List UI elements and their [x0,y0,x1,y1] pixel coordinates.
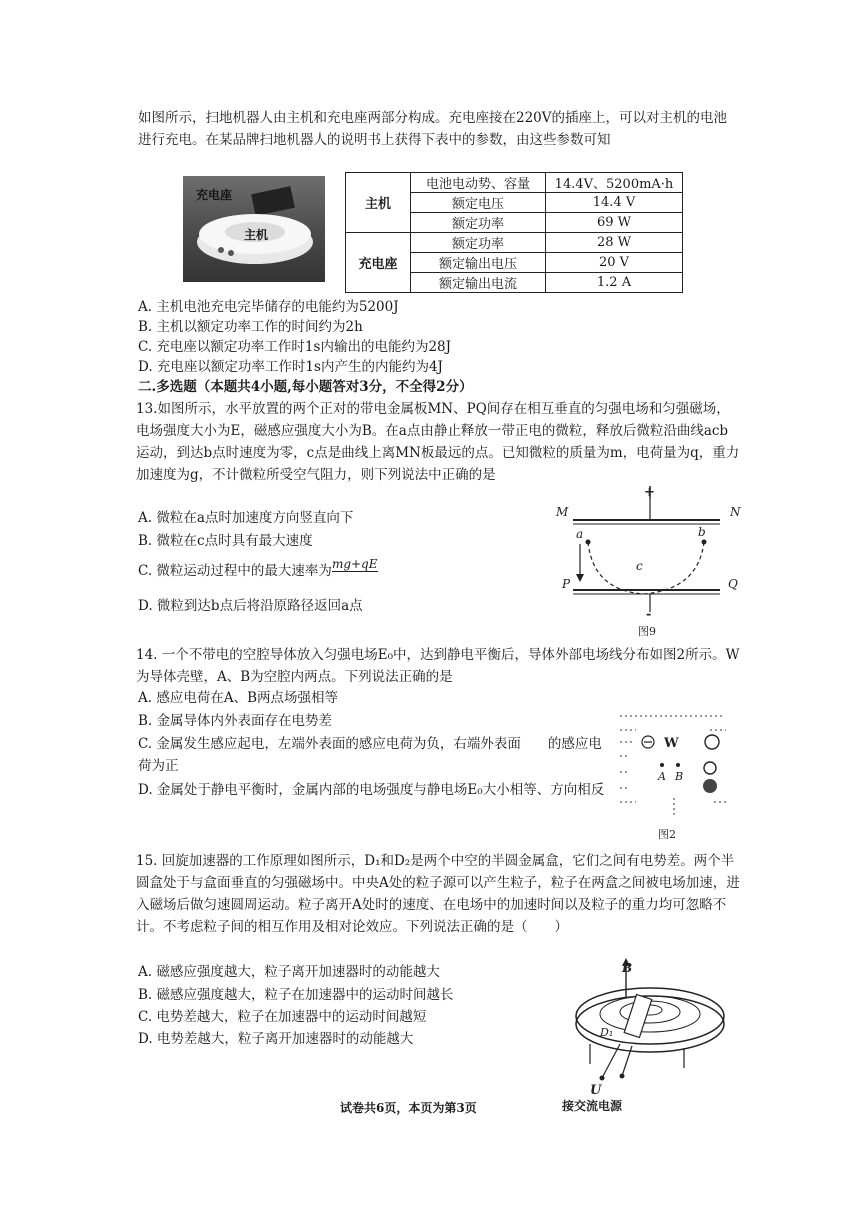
spec-value: 14.4V、5200mA·h [546,173,683,193]
spec-name: 额定电压 [411,193,546,213]
label-U: U [590,1083,602,1098]
q13-figure [548,482,748,640]
fig9-caption: 图9 [638,625,656,638]
main-unit-label: 主机 [244,228,269,242]
q15-stem: 15. 回旋加速器的工作原理如图所示，D₁和D₂是两个中空的半圆金属盒，它们之间有电势差。两个半圆盒处于与盒面垂直的匀强磁场中。中央A处的粒子源可以产生粒子，粒子在两盒之间被电场加速，进入磁场后做匀速圆周运动。粒子离开A处时的速度、在电场中的加速时间以及粒子的重力均可忽略不计。不考虑粒子间的相互作用及相对论效应。下列说法正确的是（ ） [136,853,740,935]
fraction [332,558,378,585]
q13-option-b: B. 微粒在c点时具有最大速度 [138,533,313,549]
label-minus: - [646,607,652,622]
q12-stem: 如图所示，扫地机器人由主机和充电座两部分构成。充电座接在220V的插座上，可以对主机的电池进行充电。在某品牌扫地机器人的说明书上获得下表中的参数，由这些参数可知 [138,110,728,148]
spec-value: 1.2 A [546,273,683,293]
q13-option-d: D. 微粒到达b点后将沿原路径返回a点 [138,598,363,614]
q12-option-a: A. 主机电池充电完毕储存的电能约为5200J [138,299,399,315]
q14-option-b: B. 金属导体内外表面存在电势差 [138,713,333,729]
q15-option-d: D. 电势差越大，粒子离开加速器时的动能越大 [138,1031,414,1047]
label-D1: D₁ [600,1026,614,1039]
spec-name: 额定功率 [411,233,546,253]
q15-figure [560,958,730,1116]
q14-option-d: D. 金属处于静电平衡时，金属内部的电场强度与静电场E₀大小相等、方向相反 [138,782,605,798]
spec-value: 28 W [546,233,683,253]
label-a: a [576,527,584,541]
fig2-caption: 图2 [658,828,676,841]
label-Q: Q [728,577,738,591]
spec-name: 额定输出电压 [411,253,546,273]
label-M: M [556,505,569,519]
label-B-field: B [622,961,633,975]
q15-option-a: A. 磁感应强度越大，粒子离开加速器时的动能越大 [138,964,440,980]
q15-option-b: B. 磁感应强度越大，粒子在加速器中的运动时间越长 [138,987,454,1003]
spec-name: 额定功率 [411,213,546,233]
label-B: B [675,770,684,783]
fraction-numerator: mg+qE [331,557,378,571]
q13-option-a: A. 微粒在a点时加速度方向竖直向下 [138,510,354,526]
spec-name: 额定输出电流 [411,273,546,293]
q15-option-c: C. 电势差越大，粒子在加速器中的运动时间越短 [138,1009,427,1025]
host-group-cell: 主机 [346,173,411,233]
q14-stem: 14. 一个不带电的空腔导体放入匀强电场E₀中，达到静电平衡后，导体外部电场线分布如图2所示。W为导体壳壁，A、B为空腔内两点。下列说法正确的是 [136,647,740,685]
q13-option-c [138,558,378,585]
label-b: b [698,525,706,539]
q14-option-a: A. 感应电荷在A、B两点场强相等 [138,690,339,706]
spec-value: 69 W [546,213,683,233]
ac-source-label: 接交流电源 [562,1099,623,1113]
dock-group-cell: 充电座 [346,233,411,293]
label-P: P [562,577,571,591]
q13-option-c-text: C. 微粒运动过程中的最大速率为 [138,563,332,579]
q12-option-d: D. 充电座以额定功率工作时1s内产生的内能约为4J [138,359,443,375]
label-c: c [636,559,643,573]
dock-label: 充电座 [196,188,233,202]
label-W: W [664,736,679,751]
q12-option-b: B. 主机以额定功率工作的时间约为2h [138,319,363,335]
spec-name: 电池电动势、容量 [411,173,546,193]
q14-option-c: C. 金属发生感应起电，左端外表面的感应电荷为负，右端外表面 的感应电荷为正 [138,736,602,774]
q14-figure [614,708,734,843]
spec-value: 14.4 V [546,193,683,213]
label-plus: + [644,485,655,500]
section-heading: 二.多选题（本题共4小题,每小题答对3分，不全得2分） [138,379,473,395]
spec-table [345,172,683,293]
label-A: A [658,770,666,783]
q13-stem: 13.如图所示，水平放置的两个正对的带电金属板MN、PQ间存在相互垂直的匀强电场和匀强磁场，电场强度大小为E，磁感应强度大小为B。在a点由静止释放一带正电的微粒，释放后微粒沿曲线acb运动，到达b点时速度为零，c点是曲线上离MN板最远的点。已知微粒的质量为m，电荷量为q，重力加速度为g，不计微粒所受空气阻力，则下列说法中正确的是 [136,401,740,483]
q12-option-c: C. 充电座以额定功率工作时1s内输出的电能约为28J [138,339,452,355]
label-N: N [730,505,741,519]
spec-value: 20 V [546,253,683,273]
page-footer: 试卷共6页，本页为第3页 [340,1101,477,1115]
